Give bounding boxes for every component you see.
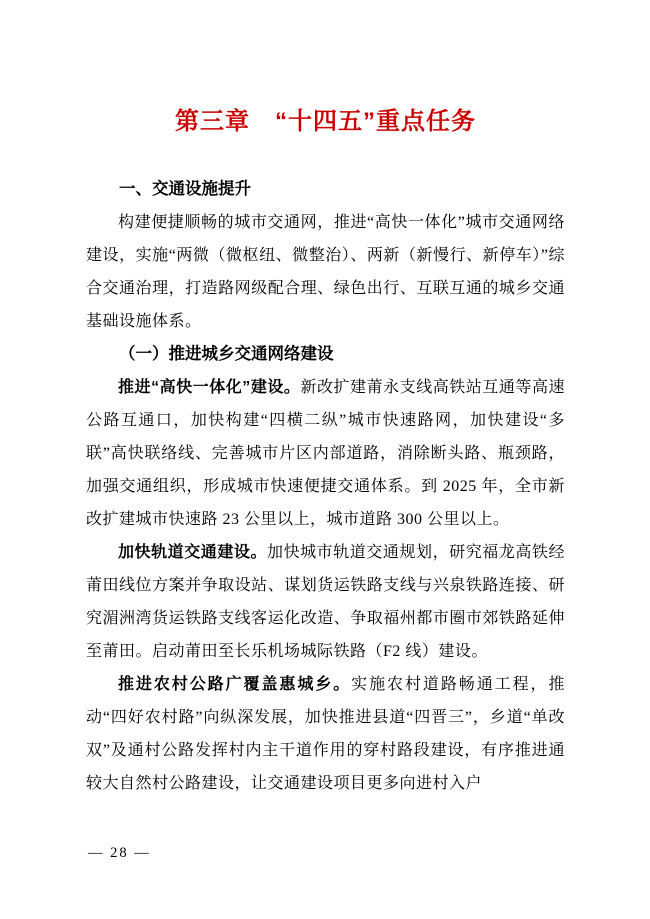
page-number: — 28 — (88, 845, 151, 861)
paragraph-expressway-body: 新改扩建莆永支线高铁站互通等高速公路互通口，加快构建“四横二纵”城市快速路网，加快建设“多联”高快联络线、完善城市片区内部道路，消除断头路、瓶颈路，加强交通组织，形成城市快速便捷交通体系。到 2025 年，全市新改扩建城市快速路 23 公里以上，城市道路 300 公里以上。 (86, 379, 565, 529)
chapter-title: 第三章 “十四五”重点任务 (175, 108, 476, 135)
paragraph-rail-body: 加快城市轨道交通规划，研究福龙高铁经莆田线位方案并争取设站、谋划货运铁路支线与兴泉铁路连接、研究湄洲湾货运铁路支线客运化改造、争取福州都市圈市郊铁路延伸至莆田。启动莆田至长乐机场城际铁路（F2 线）建设。 (86, 544, 565, 661)
paragraph-rail (86, 536, 565, 668)
paragraph-rural-roads-body: 实施农村道路畅通工程，推动“四好农村路”向纵深发展，加快推进县道“四晋三”，乡道“单改双”及通村公路发挥村内主干道作用的穿村路段建设，有序推进通较大自然村公路建设，让交通建设项目更多向进村入户 (86, 676, 565, 793)
paragraph-rail-lead: 加快轨道交通建设。 (118, 544, 268, 562)
paragraph-expressway (86, 371, 565, 536)
subsection-heading: （一）推进城乡交通网络建设 (119, 345, 334, 364)
intro-paragraph: 构建便捷顺畅的城市交通网，推进“高快一体化”城市交通网络建设，实施“两微（微枢纽、微整治）、两新（新慢行、新停车）”综合交通治理，打造路网级配合理、绿色出行、互联互通的城乡交通基础设施体系。 (86, 214, 565, 331)
paragraph-rural-roads-lead: 推进农村公路广覆盖惠城乡。 (118, 676, 352, 694)
paragraph-expressway-lead: 推进“高快一体化”建设。 (118, 379, 301, 397)
section-heading: 一、交通设施提升 (119, 180, 251, 199)
paragraph-rural-roads (86, 668, 565, 800)
